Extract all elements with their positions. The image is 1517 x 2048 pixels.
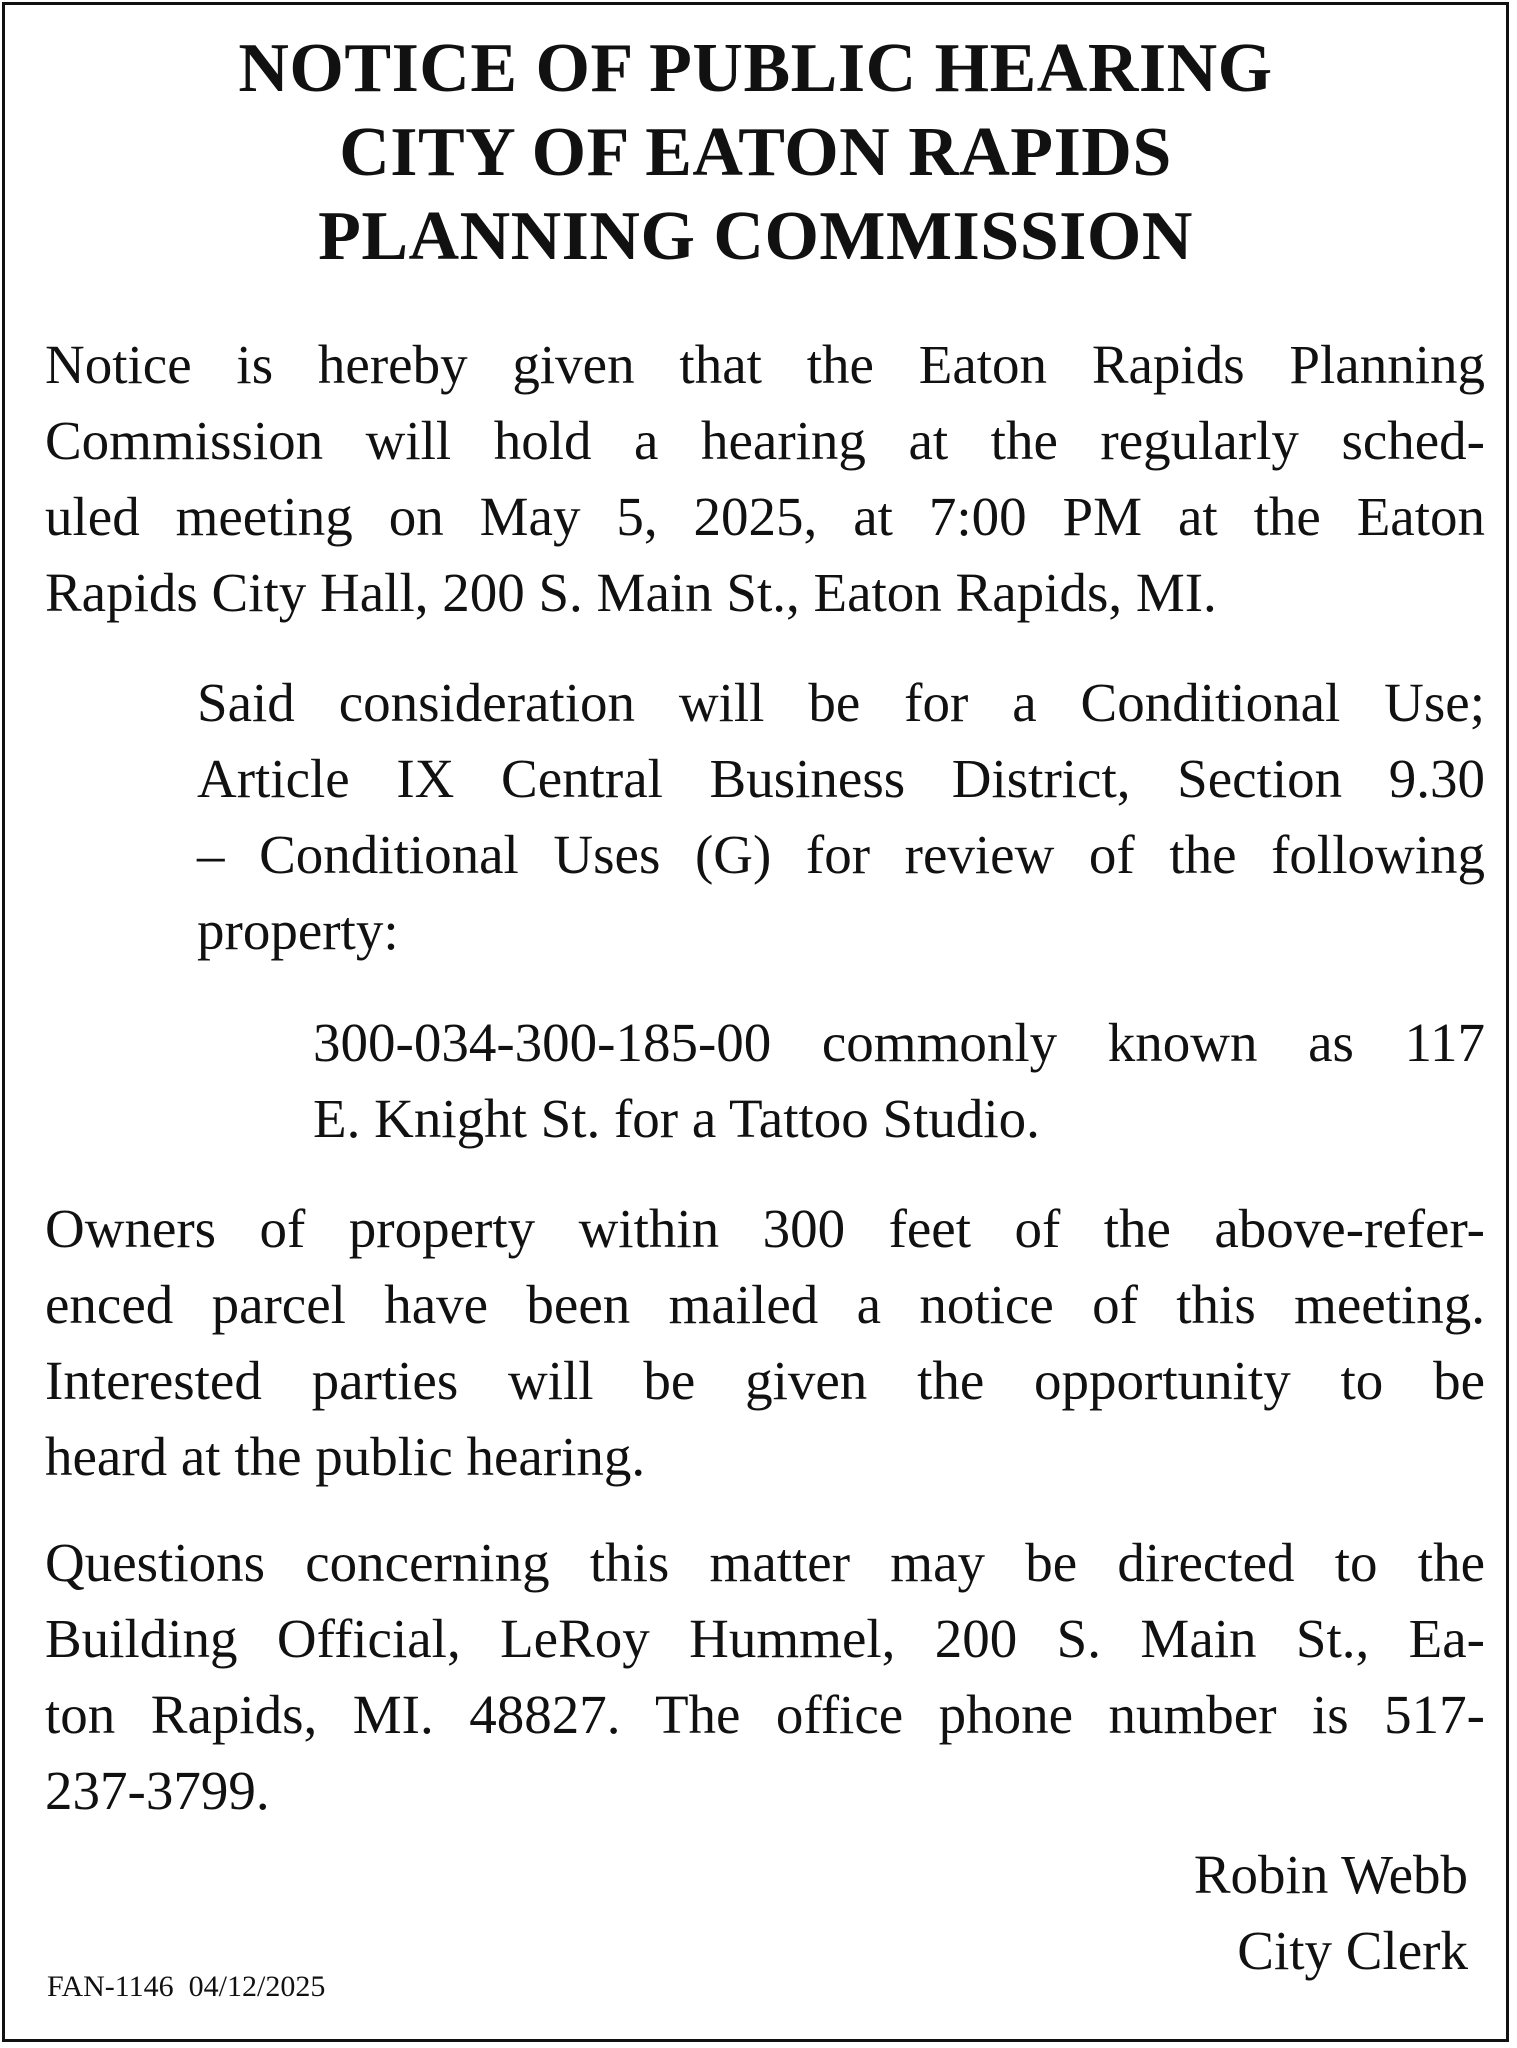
paragraph-line: property:: [197, 900, 399, 961]
questions-contact-paragraph: [45, 1525, 1485, 1829]
paragraph-line: Said consideration will be for a Conditional Use;: [197, 672, 1485, 733]
paragraph-line: Article IX Central Business District, Section 9.30: [197, 748, 1485, 809]
paragraph-line: Rapids City Hall, 200 S. Main St., Eaton Rapids, MI.: [45, 562, 1217, 623]
title-line-3: PLANNING COMMISSION: [318, 198, 1193, 275]
paragraph-line: Owners of property within 300 feet of the above-refer-: [45, 1198, 1485, 1259]
ad-reference-code: FAN-1146 04/12/2025: [47, 1970, 326, 2003]
paragraph-line: uled meeting on May 5, 2025, at 7:00 PM at the Eaton: [45, 486, 1485, 547]
notice-frame: [2, 2, 1509, 2042]
paragraph-line: Notice is hereby given that the Eaton Rapids Planning: [45, 334, 1485, 395]
paragraph-line: ton Rapids, MI. 48827. The office phone number is 517-: [45, 1684, 1485, 1745]
paragraph-line: Interested parties will be given the opportunity to be: [45, 1350, 1485, 1411]
paragraph-line: Questions concerning this matter may be directed to the: [45, 1532, 1485, 1593]
paragraph-line: E. Knight St. for a Tattoo Studio.: [313, 1088, 1040, 1149]
paragraph-line: Commission will hold a hearing at the regularly sched-: [45, 410, 1485, 471]
paragraph-line: Building Official, LeRoy Hummel, 200 S. Main St., Ea-: [45, 1608, 1485, 1669]
owners-notified-paragraph: [45, 1191, 1485, 1495]
hearing-announcement-paragraph: [45, 327, 1485, 631]
signature-block: [1194, 1837, 1468, 1989]
title-line-2: CITY OF EATON RAPIDS: [339, 114, 1172, 191]
paragraph-line: 237-3799.: [45, 1760, 270, 1821]
paragraph-line: – Conditional Uses (G) for review of the following: [197, 824, 1485, 885]
paragraph-line: enced parcel have been mailed a notice of this meeting.: [45, 1274, 1485, 1335]
paragraph-line: heard at the public hearing.: [45, 1426, 646, 1487]
notice-title: [5, 27, 1506, 279]
paragraph-line: 300-034-300-185-00 commonly known as 117: [313, 1012, 1485, 1073]
consideration-paragraph: [197, 665, 1485, 969]
property-paragraph: [313, 1005, 1485, 1157]
signer-title: City Clerk: [1237, 1920, 1468, 1981]
title-line-1: NOTICE OF PUBLIC HEARING: [238, 30, 1273, 107]
signer-name: Robin Webb: [1193, 1844, 1468, 1905]
